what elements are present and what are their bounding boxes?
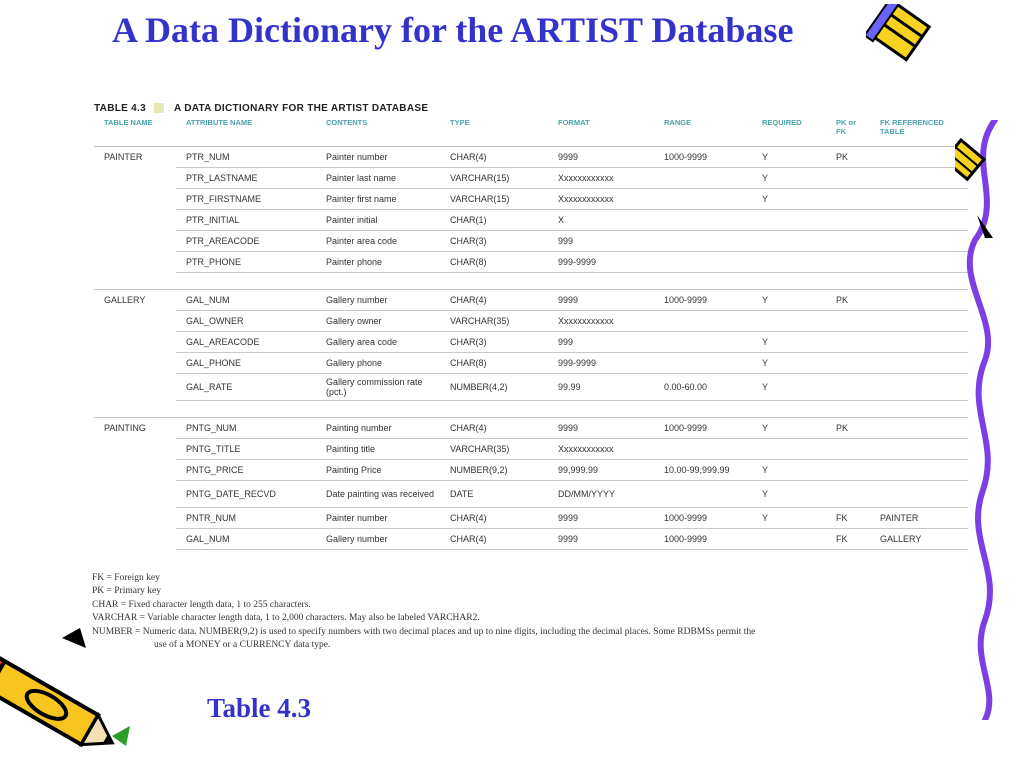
cell-format: DD/MM/YYYY (548, 480, 654, 507)
cell-ref (870, 251, 968, 272)
cell-range (654, 438, 752, 459)
cell-pkfk (826, 188, 870, 209)
table-row (94, 146, 968, 167)
table-row (94, 289, 968, 310)
cell-attr: PTR_FIRSTNAME (176, 188, 316, 209)
cell-pkfk (826, 373, 870, 400)
cell-pkfk: FK (826, 507, 870, 528)
cell-range (654, 310, 752, 331)
table-heading-text: A DATA DICTIONARY FOR THE ARTIST DATABASE (173, 102, 429, 114)
footnote-line: VARCHAR = Variable character length data, 1 to 2,000 characters. May also be labeled VARCHAR2. (92, 613, 480, 624)
cell-ref (870, 310, 968, 331)
cell-contents: Painter number (316, 507, 440, 528)
cell-required: Y (752, 146, 826, 167)
column-header: PK or FK (826, 116, 870, 146)
cell-required: Y (752, 188, 826, 209)
column-header: ATTRIBUTE NAME (176, 116, 316, 146)
column-header: FK REFERENCED TABLE (870, 116, 968, 146)
cell-range (654, 167, 752, 188)
cell-table-name (94, 438, 176, 459)
cell-contents: Painting Price (316, 459, 440, 480)
cell-contents: Painter area code (316, 230, 440, 251)
spacer-cell (176, 272, 316, 289)
cell-required: Y (752, 417, 826, 438)
cell-ref (870, 438, 968, 459)
footnote-line: FK = Foreign key (92, 573, 160, 583)
cell-range: 10.00-99,999.99 (654, 459, 752, 480)
cell-range: 1000-9999 (654, 146, 752, 167)
cell-table-name (94, 373, 176, 400)
cell-table-name (94, 528, 176, 549)
cell-contents: Gallery commission rate (pct.) (316, 373, 440, 400)
spacer-cell (316, 272, 440, 289)
table-row (94, 480, 968, 507)
cell-required: Y (752, 480, 826, 507)
spacer-cell (440, 272, 548, 289)
cell-required (752, 209, 826, 230)
cell-ref: GALLERY (870, 528, 968, 549)
cell-pkfk (826, 230, 870, 251)
cell-table-name: PAINTING (94, 417, 176, 438)
cell-type: CHAR(8) (440, 352, 548, 373)
cell-pkfk (826, 251, 870, 272)
footnote-line: PK = Primary key (92, 586, 161, 597)
cell-contents: Painter last name (316, 167, 440, 188)
cell-contents: Painter initial (316, 209, 440, 230)
cell-contents: Gallery area code (316, 331, 440, 352)
spacer-cell (316, 400, 440, 417)
cell-type: DATE (440, 480, 548, 507)
cell-required: Y (752, 373, 826, 400)
cell-type: CHAR(8) (440, 251, 548, 272)
spacer-cell (826, 272, 870, 289)
cell-format: X (548, 209, 654, 230)
column-header: TABLE NAME (94, 116, 176, 146)
cell-pkfk (826, 167, 870, 188)
table-number: TABLE 4.3 (94, 102, 146, 114)
slide-caption: Table 4.3 (207, 693, 312, 723)
cell-contents: Gallery phone (316, 352, 440, 373)
cell-contents: Painter number (316, 146, 440, 167)
cell-required: Y (752, 331, 826, 352)
cell-pkfk (826, 480, 870, 507)
pencil-icon (0, 618, 160, 758)
table-row (94, 251, 968, 272)
column-header: CONTENTS (316, 116, 440, 146)
cell-contents: Painting title (316, 438, 440, 459)
cell-attr: PTR_PHONE (176, 251, 316, 272)
group-spacer (94, 272, 968, 289)
cell-required: Y (752, 352, 826, 373)
cell-type: CHAR(4) (440, 507, 548, 528)
cell-pkfk (826, 459, 870, 480)
cell-required: Y (752, 507, 826, 528)
cell-format: 999 (548, 331, 654, 352)
cell-pkfk: PK (826, 417, 870, 438)
table-row (94, 310, 968, 331)
header-row (94, 116, 968, 146)
table-footnotes (92, 572, 962, 652)
cell-format: Xxxxxxxxxxxx (548, 310, 654, 331)
cell-type: VARCHAR(15) (440, 167, 548, 188)
table-row (94, 438, 968, 459)
footnote-line: NUMBER = Numeric data. NUMBER(9,2) is used to specify numbers with two decimal places and up to nine digits, including the decimal places. Some RDBMSs permit the (92, 626, 756, 637)
heading-separator (154, 103, 164, 113)
cell-type: CHAR(3) (440, 331, 548, 352)
cell-attr: PNTG_PRICE (176, 459, 316, 480)
cell-contents: Painting number (316, 417, 440, 438)
cell-contents: Gallery number (316, 528, 440, 549)
cell-type: CHAR(4) (440, 417, 548, 438)
cell-contents: Gallery owner (316, 310, 440, 331)
cell-type: NUMBER(4,2) (440, 373, 548, 400)
cell-type: VARCHAR(35) (440, 438, 548, 459)
cell-attr: PTR_AREACODE (176, 230, 316, 251)
spacer-cell (654, 400, 752, 417)
cell-format: 9999 (548, 289, 654, 310)
cell-pkfk (826, 331, 870, 352)
cell-range (654, 331, 752, 352)
cell-table-name (94, 188, 176, 209)
spacer-cell (654, 272, 752, 289)
spacer-cell (752, 400, 826, 417)
cell-range (654, 251, 752, 272)
cell-attr: PNTG_NUM (176, 417, 316, 438)
cell-table-name (94, 480, 176, 507)
cell-attr: GAL_NUM (176, 289, 316, 310)
cell-range (654, 352, 752, 373)
spacer-cell (548, 272, 654, 289)
cell-required (752, 528, 826, 549)
cell-ref: PAINTER (870, 507, 968, 528)
cell-type: CHAR(4) (440, 289, 548, 310)
cell-ref (870, 289, 968, 310)
cell-attr: PTR_INITIAL (176, 209, 316, 230)
cell-type: CHAR(4) (440, 146, 548, 167)
cell-ref (870, 167, 968, 188)
cell-type: VARCHAR(15) (440, 188, 548, 209)
cell-type: CHAR(4) (440, 528, 548, 549)
cell-pkfk (826, 310, 870, 331)
cell-range: 0.00-60.00 (654, 373, 752, 400)
data-dictionary-table (94, 116, 968, 550)
cell-attr: GAL_AREACODE (176, 331, 316, 352)
cell-required: Y (752, 289, 826, 310)
table-body (94, 146, 968, 549)
cell-pkfk: PK (826, 146, 870, 167)
spacer-cell (548, 400, 654, 417)
cell-table-name (94, 230, 176, 251)
cell-format: Xxxxxxxxxxxx (548, 167, 654, 188)
spacer-cell (870, 272, 968, 289)
group-spacer (94, 400, 968, 417)
cell-attr: GAL_PHONE (176, 352, 316, 373)
cell-required (752, 251, 826, 272)
cell-required (752, 230, 826, 251)
cell-table-name: GALLERY (94, 289, 176, 310)
cell-format: 99.99 (548, 373, 654, 400)
spacer-cell (752, 272, 826, 289)
cell-pkfk (826, 438, 870, 459)
cell-format: 999-9999 (548, 251, 654, 272)
cell-table-name (94, 352, 176, 373)
table-row (94, 417, 968, 438)
cell-attr: PTR_LASTNAME (176, 167, 316, 188)
cell-ref (870, 188, 968, 209)
cell-range: 1000-9999 (654, 417, 752, 438)
cell-range (654, 230, 752, 251)
column-header: RANGE (654, 116, 752, 146)
spacer-cell (440, 400, 548, 417)
cell-range (654, 209, 752, 230)
cell-contents: Gallery number (316, 289, 440, 310)
cell-attr: PNTG_DATE_RECVD (176, 480, 316, 507)
cell-format: 9999 (548, 417, 654, 438)
cell-table-name (94, 310, 176, 331)
cell-table-name (94, 209, 176, 230)
cell-required: Y (752, 167, 826, 188)
cell-range: 1000-9999 (654, 289, 752, 310)
cell-pkfk (826, 209, 870, 230)
cell-attr: GAL_OWNER (176, 310, 316, 331)
cell-format: 99,999.99 (548, 459, 654, 480)
cell-ref (870, 352, 968, 373)
cell-table-name: PAINTER (94, 146, 176, 167)
cell-format: Xxxxxxxxxxxx (548, 438, 654, 459)
table-row (94, 459, 968, 480)
table-row (94, 507, 968, 528)
cell-ref (870, 480, 968, 507)
cell-type: CHAR(1) (440, 209, 548, 230)
table-row (94, 373, 968, 400)
vine-decoration-icon (955, 120, 1015, 720)
cell-contents: Painter first name (316, 188, 440, 209)
cell-attr: GAL_RATE (176, 373, 316, 400)
slide-title: A Data Dictionary for the ARTIST Database (112, 10, 794, 50)
cell-ref (870, 331, 968, 352)
cell-format: 9999 (548, 146, 654, 167)
cell-pkfk (826, 352, 870, 373)
cell-range (654, 188, 752, 209)
column-header: FORMAT (548, 116, 654, 146)
cell-range: 1000-9999 (654, 507, 752, 528)
table-row (94, 352, 968, 373)
spacer-cell (94, 272, 176, 289)
cell-attr: GAL_NUM (176, 528, 316, 549)
cell-contents: Painter phone (316, 251, 440, 272)
spacer-cell (176, 400, 316, 417)
cell-format: 9999 (548, 507, 654, 528)
table-row (94, 167, 968, 188)
cell-format: 999-9999 (548, 352, 654, 373)
cell-pkfk: FK (826, 528, 870, 549)
cell-table-name (94, 507, 176, 528)
column-header: TYPE (440, 116, 548, 146)
cell-ref (870, 146, 968, 167)
cell-table-name (94, 167, 176, 188)
cell-range (654, 480, 752, 507)
table-row (94, 528, 968, 549)
cell-type: VARCHAR(35) (440, 310, 548, 331)
cell-format: Xxxxxxxxxxxx (548, 188, 654, 209)
cell-ref (870, 373, 968, 400)
cell-required: Y (752, 459, 826, 480)
cell-type: NUMBER(9,2) (440, 459, 548, 480)
cell-attr: PNTG_TITLE (176, 438, 316, 459)
cell-pkfk: PK (826, 289, 870, 310)
cell-table-name (94, 331, 176, 352)
cell-ref (870, 230, 968, 251)
cell-ref (870, 417, 968, 438)
cell-required (752, 310, 826, 331)
cell-type: CHAR(3) (440, 230, 548, 251)
cell-attr: PTR_NUM (176, 146, 316, 167)
spacer-cell (870, 400, 968, 417)
cell-format: 9999 (548, 528, 654, 549)
cell-ref (870, 209, 968, 230)
cell-table-name (94, 251, 176, 272)
spacer-cell (826, 400, 870, 417)
table-row (94, 188, 968, 209)
cell-required (752, 438, 826, 459)
column-header: REQUIRED (752, 116, 826, 146)
pencil-icon (866, 4, 936, 64)
footnote-line: CHAR = Fixed character length data, 1 to 255 characters. (92, 599, 311, 610)
cell-range: 1000-9999 (654, 528, 752, 549)
data-dictionary-table-image (94, 100, 968, 550)
cell-format: 999 (548, 230, 654, 251)
cell-table-name (94, 459, 176, 480)
cell-contents: Date painting was received (316, 480, 440, 507)
spacer-cell (94, 400, 176, 417)
table-row (94, 331, 968, 352)
footnote-line: use of a MONEY or a CURRENCY data type. (154, 640, 331, 651)
cell-ref (870, 459, 968, 480)
table-row (94, 209, 968, 230)
table-row (94, 230, 968, 251)
cell-attr: PNTR_NUM (176, 507, 316, 528)
table-heading (94, 100, 968, 116)
